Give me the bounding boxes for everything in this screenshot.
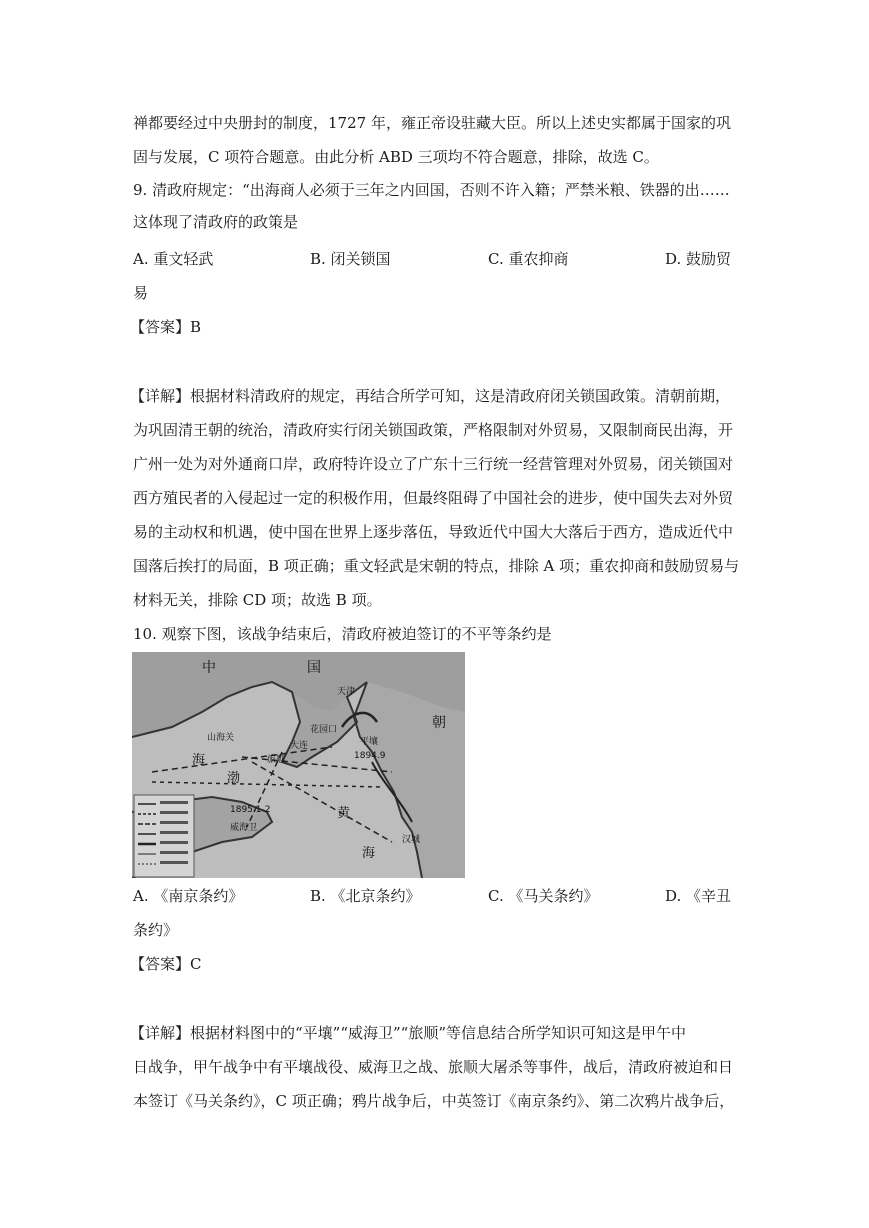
map-label-dalian: 大连 [290, 741, 309, 751]
q9-analysis-line-4: 西方殖民者的入侵起过一定的积极作用，但最终阻碍了中国社会的进步，使中国失去对外贸 [133, 489, 734, 507]
map-label-hai: 海 [192, 753, 206, 768]
q9-stem-line-2: 这体现了清政府的政策是 [133, 213, 299, 231]
map-label-huang: 黄 [337, 806, 351, 821]
q10-analysis-line-2: 日战争，甲午战争中有平壤战役、威海卫之战、旅顺大屠杀等事件，战后，清政府被迫和日 [133, 1058, 734, 1076]
q10-option-b: B. 《北京条约》 [310, 887, 421, 905]
map-label-hanzheng: 汉城 [402, 835, 421, 845]
q10-option-a: A. 《南京条约》 [133, 887, 244, 905]
q10-stem: 10. 观察下图，该战争结束后，清政府被迫签订的不平等条约是 [133, 625, 552, 643]
q10-option-c: C. 《马关条约》 [488, 887, 599, 905]
q10-option-d-continued: 条约》 [133, 921, 179, 939]
q9-analysis-line-7: 材料无关，排除 CD 项；故选 B 项。 [133, 591, 382, 609]
map-label-bo: 渤 [227, 771, 241, 786]
map-label-tianjin: 天津 [337, 687, 356, 697]
q9-analysis-line-2: 为巩固清王朝的统治，清政府实行闭关锁国政策，严格限制对外贸易，又限制商民出海，开 [133, 421, 734, 439]
map-label-weihaiwei: 威海卫 [230, 823, 258, 833]
intro-line-2: 固与发展，C 项符合题意。由此分析 ABD 三项均不符合题意，排除，故选 C。 [133, 148, 659, 166]
map-label-hai2: 海 [362, 846, 376, 861]
q10-answer: 【答案】C [130, 955, 202, 973]
q9-option-a: A. 重文轻武 [133, 250, 214, 268]
map-label-date1: 1895.1-2 [230, 805, 271, 815]
q9-stem-line-1: 9. 清政府规定：“出海商人必须于三年之内回国，否则不许入籍；严禁米粮、铁器的出…… [133, 181, 730, 199]
map-label-date2: 1894.9 [354, 751, 386, 761]
q9-answer: 【答案】B [130, 318, 202, 336]
q9-option-d: D. 鼓励贸 [665, 250, 732, 268]
map-label-pingrang: 平壤 [360, 737, 379, 747]
q9-analysis-line-5: 易的主动权和机遇，使中国在世界上逐步落伍，导致近代中国大大落后于西方，造成近代中 [133, 523, 734, 541]
q10-option-d: D. 《辛丑 [665, 887, 732, 905]
q9-analysis-line-1: 【详解】根据材料清政府的规定，再结合所学可知，这是清政府闭关锁国政策。清朝前期， [130, 387, 731, 405]
q9-analysis-line-6: 国落后挨打的局面，B 项正确；重文轻武是宋朝的特点，排除 A 项；重农抑商和鼓励贸易与 [133, 557, 740, 575]
q10-analysis-line-1: 【详解】根据材料图中的“平壤”“威海卫”“旅顺”等信息结合所学知识可知这是甲午中 [130, 1024, 687, 1042]
map-label-lushun: 旅顺 [267, 755, 286, 765]
q9-option-b: B. 闭关锁国 [310, 250, 391, 268]
q9-analysis-line-3: 广州一处为对外通商口岸，政府特许设立了广东十三行统一经营管理对外贸易，闭关锁国对 [133, 455, 734, 473]
intro-line-1: 禅都要经过中央册封的制度，1727 年，雍正帝设驻藏大臣。所以上述史实都属于国家的巩 [133, 114, 731, 132]
war-map-image [132, 652, 465, 878]
q10-analysis-line-3: 本签订《马关条约》，C 项正确；鸦片战争后，中英签订《南京条约》、第二次鸦片战争后， [133, 1092, 735, 1110]
map-label-chao: 朝 [432, 715, 446, 731]
map-label-guo: 国 [307, 660, 321, 676]
q9-option-c: C. 重农抑商 [488, 250, 569, 268]
map-label-zhong: 中 [202, 660, 216, 676]
map-label-huayuankou: 花园口 [310, 725, 338, 735]
q9-option-d-continued: 易 [133, 284, 149, 302]
map-label-shanhaiguan: 山海关 [207, 733, 235, 743]
